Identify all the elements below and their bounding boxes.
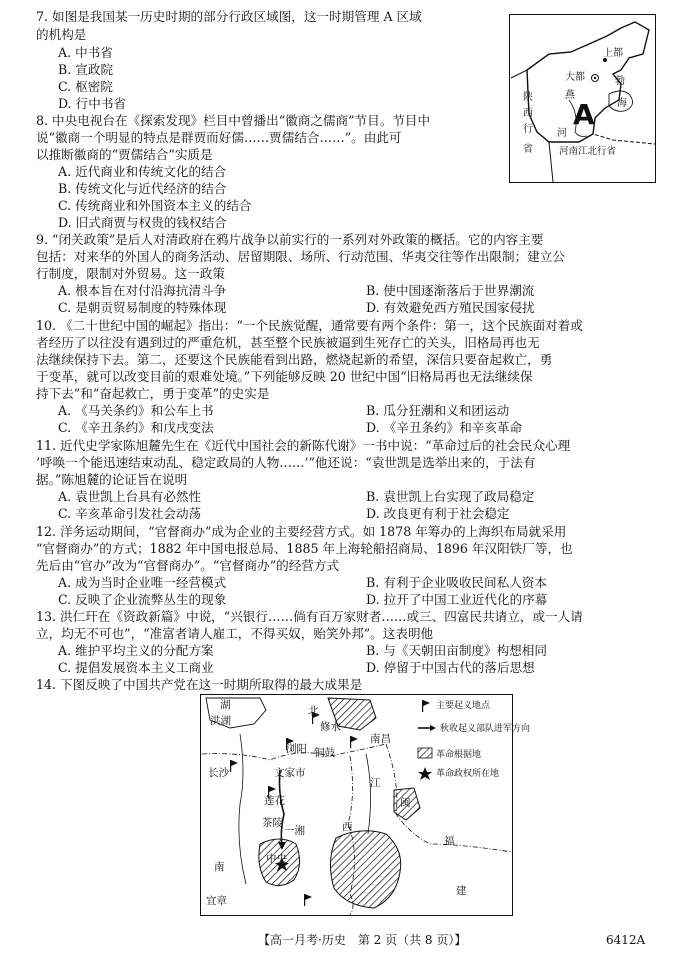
map2-label-jiang: 江 xyxy=(370,777,381,789)
map2-legend-uprising: 主要起义地点 xyxy=(436,701,491,711)
map2-label-xiushui: 修水 xyxy=(320,721,341,733)
q10-stem-line2: 者经历了以往没有遇到过的严重危机，甚至整个民族被逼到生死存亡的关头，旧格局再也无 xyxy=(36,335,540,350)
map2-label-changsha: 长沙 xyxy=(208,767,229,779)
q7-stem-line2: 的机构是 xyxy=(36,27,87,42)
q10-option-a: A. 《马关条约》和公车上书 xyxy=(58,403,214,418)
map1-area-label-a: A xyxy=(573,98,595,131)
page-footer: 【高一月考·历史 第 2 页（共 8 页）】 xyxy=(258,933,467,947)
q10-stem-line1: 10. 《二十世纪中国的崛起》指出：“一个民族觉醒，通常要有两个条件：第一，这个民族面对着或 xyxy=(36,318,583,333)
q12-option-c: C. 反映了企业流弊丛生的现象 xyxy=(58,592,227,607)
q13-stem-line1: 13. 洪仁玕在《资政新篇》中说，“兴银行……倘有百万家财者……或三、四富民共请立，或一人请 xyxy=(36,609,583,624)
q10-option-c: C. 《辛丑条约》和戊戌变法 xyxy=(58,420,214,435)
q7-option-b: B. 宣政院 xyxy=(58,62,114,77)
map2-label-hu: 湖 xyxy=(220,699,231,711)
q11-stem-line3: 据。”陈旭麓的论证旨在说明 xyxy=(36,472,188,487)
map1-label-shaan: 陕 xyxy=(523,92,533,103)
q7-option-c: C. 枢密院 xyxy=(58,79,113,94)
q12-option-a: A. 成为当时企业唯一经营模式 xyxy=(58,575,227,590)
map2-label-xi: 西 xyxy=(342,821,353,833)
q8-stem-line3: 以推断徽商的“贾儒结合”实质是 xyxy=(36,147,213,162)
q9-option-c: C. 是朝贡贸易制度的特殊体现 xyxy=(58,300,227,315)
q9-stem-line2: 包括：对来华的外国人的商务活动、居留期限、场所、行动范围、华夷交往等作出限制；建立公 xyxy=(36,249,565,264)
q7-stem-line1: 7. 如图是我国某一历史时期的部分行政区域图，这一时期管理 A 区域 xyxy=(36,9,422,24)
q13-option-b: B. 与《天朝田亩制度》构想相同 xyxy=(366,643,547,658)
q8-option-a: A. 近代商业和传统文化的结合 xyxy=(58,164,227,179)
q11-stem-line2: ‘呼唤一个能迅速结束动乱、稳定政局的人物……’”他还说：“袁世凯是选举出来的，于法有 xyxy=(36,455,536,470)
q9-option-b: B. 使中国逐渐落后于世界潮流 xyxy=(366,283,535,298)
q7-yuan-province-map xyxy=(509,14,656,183)
map2-label-nanchang: 南昌 xyxy=(370,733,391,745)
map1-label-xing: 行 xyxy=(523,124,533,135)
map2-legend-regime: 革命政权所在地 xyxy=(436,769,500,779)
q8-stem-line2: 说“徽商一个明显的特点是群贾而好儒……贾儒结合……”。由此可 xyxy=(36,130,402,145)
map2-legend-base: 革命根据地 xyxy=(436,750,482,760)
q10-stem-line3: 法继续保持下去。第二，还要这个民族能看到出路，燃烧起新的希望，深信只要奋起救亡，勇 xyxy=(36,352,553,367)
map1-label-shangdu: 上都 xyxy=(603,48,623,59)
q13-option-c: C. 提倡发展资本主义工商业 xyxy=(58,660,214,675)
q8-stem-line1: 8. 中央电视台在《探索发现》栏目中曾播出“徽商之儒商”节目。节目中 xyxy=(36,113,431,128)
q11-option-a: A. 袁世凯上台具有必然性 xyxy=(58,489,202,504)
map2-label-lianhua: 莲花 xyxy=(264,795,285,807)
map2-label-wenjiashi: 文家市 xyxy=(274,767,306,779)
map2-legend-march: 秋收起义部队进军方向 xyxy=(440,724,531,734)
q12-stem-line2: “官督商办”的方式；1882 年中国电报总局、1885 年上海轮船招商局、1896 年汉阳铁厂等，也 xyxy=(36,541,573,556)
q11-stem-line1: 11. 近代史学家陈旭麓先生在《近代中国社会的新陈代谢》一书中说：“革命过后的社会民众心理 xyxy=(36,438,571,453)
map1-label-bo: 勃 xyxy=(615,76,625,87)
q7-option-d: D. 行中书省 xyxy=(58,96,127,111)
map1-label-xi: 西 xyxy=(523,108,533,119)
map2-label-chaling: 茶陵 xyxy=(262,817,283,829)
map1-label-sheng: 省 xyxy=(523,144,533,155)
map2-label-honghu: 洪湖 xyxy=(210,715,231,727)
map2-label-jian: 建 xyxy=(456,885,467,897)
q11-option-d: D. 改良更有利于社会稳定 xyxy=(366,506,510,521)
q10-stem-line4: 于变革，就可以改变目前的艰难处境。”下列能够反映 20 世纪中国“旧格局再也无法继续保 xyxy=(36,369,533,384)
q12-option-d: D. 拉开了中国工业近代化的序幕 xyxy=(366,592,548,607)
map1-label-dadu: 大都 xyxy=(565,72,585,83)
map1-label-hai: 海 xyxy=(617,98,627,109)
map2-label-tonggu: 铜鼓 xyxy=(314,747,335,759)
q13-option-a: A. 维护平均主义的分配方案 xyxy=(58,643,214,658)
map2-label-liuyang: 浏阳 xyxy=(286,743,307,755)
q14-revolution-map xyxy=(200,694,531,916)
q10-option-d: D. 《辛丑条约》和辛亥革命 xyxy=(366,420,523,435)
page-code: 6412A xyxy=(606,933,646,947)
q12-option-b: B. 有利于企业吸收民间私人资本 xyxy=(366,575,547,590)
map2-label-nan: 南 xyxy=(214,861,225,873)
q9-option-d: D. 有效避免西方殖民国家侵扰 xyxy=(366,300,535,315)
map2-label-yizhang: 宜章 xyxy=(206,895,227,907)
q7-option-a: A. 中书省 xyxy=(58,45,113,60)
q11-option-b: B. 袁世凯上台实现了政局稳定 xyxy=(366,489,535,504)
q9-stem-line3: 行制度，限制对外贸易。这一政策 xyxy=(36,266,225,281)
q9-stem-line1: 9. “闭关政策”是后人对清政府在鸦片战争以前实行的一系列对外政策的概括。它的内容主要 xyxy=(36,232,544,247)
q10-option-b: B. 瓜分狂潮和义和团运动 xyxy=(366,403,510,418)
map1-label-he: 河 xyxy=(557,128,567,139)
q14-stem-line1: 14. 下图反映了中国共产党在这一时期所取得的最大成果是 xyxy=(36,677,363,692)
map1-label-yan: 燕 xyxy=(565,90,575,101)
q10-stem-line5: 持下去”和“奋起救亡，勇于变革”的史实是 xyxy=(36,386,270,401)
map2-label-zhongyang: 中央 xyxy=(266,853,287,865)
q13-stem-line2: 立，均无不可也”，“准富者请人雇工，不得买奴，贻笑外邦”。这表明他 xyxy=(36,626,434,641)
q8-option-b: B. 传统文化与近代经济的结合 xyxy=(58,181,227,196)
map2-label-min: 闽 xyxy=(400,797,411,809)
q8-option-c: C. 传统商业和外国资本主义的结合 xyxy=(58,198,252,213)
q12-stem-line1: 12. 洋务运动期间，“官督商办”成为企业的主要经营方式。如 1878 年筹办的上海织布局就采用 xyxy=(36,524,567,539)
map1-label-henan-jiangbei: 河南江北行省 xyxy=(559,146,617,157)
map2-label-fu: 福 xyxy=(444,835,455,847)
q13-option-d: D. 停留于中国古代的落后思想 xyxy=(366,660,535,675)
map2-label-yixiang: 一湘 xyxy=(284,825,305,837)
q12-stem-line3: 先后由“官办”改为“官督商办”。“官督商办”的经营方式 xyxy=(36,558,340,573)
map2-label-bei: 北 xyxy=(308,705,319,717)
q8-option-d: D. 旧式商贾与权贵的钱权结合 xyxy=(58,215,227,230)
q11-option-c: C. 辛亥革命引发社会动荡 xyxy=(58,506,202,521)
q9-option-a: A. 根本旨在对付沿海抗清斗争 xyxy=(58,283,227,298)
